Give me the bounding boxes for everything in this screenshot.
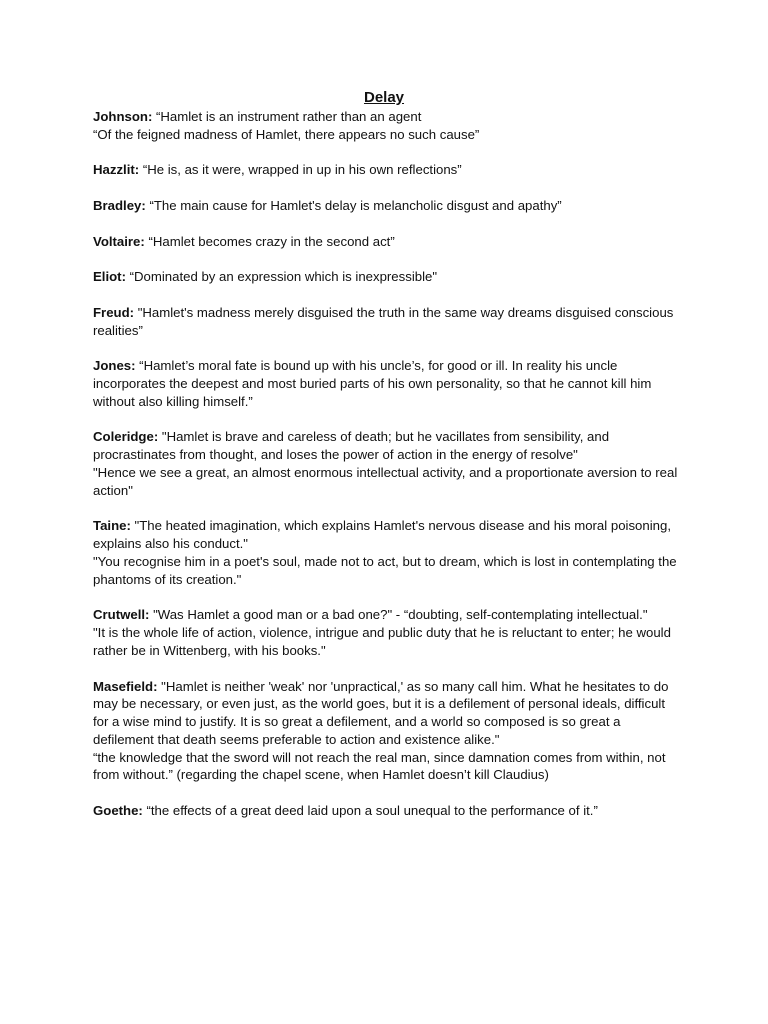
quote-paragraph [93,802,683,820]
critic-name: Masefield: [93,678,158,694]
page-title [0,88,768,108]
quote-text: “Of the feigned madness of Hamlet, there appears no such cause” [93,126,480,142]
quote-paragraph [93,233,683,251]
quote-paragraph [93,606,683,624]
quote-paragraph [93,678,683,749]
quote-entry-taine [93,517,683,588]
quotes-list [93,108,683,838]
quote-text: “Hamlet is an instrument rather than an agent [152,109,422,124]
quote-text: "Was Hamlet a good man or a bad one?" - “doubting, self-contemplating intellectual." [149,607,648,623]
quote-paragraph [93,357,683,410]
quote-text: “the effects of a great deed laid upon a soul unequal to the performance of it.” [142,803,598,819]
quote-paragraph [93,268,683,286]
quote-text: “Dominated by an expression which is inexpressible" [125,269,438,285]
critic-name: Johnson: [93,109,153,124]
quote-text: “the knowledge that the sword will not reach the real man, since damnation comes from within, not from without.” (regarding the chapel scene, when Hamlet doesn’t kill Claudius) [93,749,666,783]
quote-paragraph [93,624,683,660]
critic-name: Eliot: [93,269,126,285]
quote-paragraph [93,197,683,215]
quote-text: "It is the whole life of action, violence, intrigue and public duty that he is reluctant to enter; he would rather be in Wittenberg, with his books." [93,625,671,658]
quote-paragraph [93,553,683,589]
quote-text: “The main cause for Hamlet's delay is melancholic disgust and apathy” [145,197,562,213]
quote-paragraph [93,108,683,126]
quote-paragraph [93,126,683,144]
quote-entry-coleridge [93,428,683,499]
critic-name: Hazzlit: [93,162,140,178]
quote-entry-eliot [93,268,683,286]
quote-text: "The heated imagination, which explains Hamlet's nervous disease and his moral poisoning, explains also his conduct." [93,518,671,552]
critic-name: Voltaire: [93,233,145,249]
quote-entry-bradley [93,197,683,215]
quote-text: “Hamlet becomes crazy in the second act” [144,233,395,249]
quote-text: "Hamlet is brave and careless of death; but he vacillates from sensibility, and procrastinates from thought, and loses the power of action in the energy of resolve" [93,429,610,463]
quote-text: "Hamlet's madness merely disguised the truth in the same way dreams disguised conscious realities” [93,304,674,338]
quote-paragraph [93,464,683,500]
critic-name: Freud: [93,304,135,320]
critic-name: Taine: [93,518,131,534]
quote-text: "Hence we see a great, an almost enormous intellectual activity, and a proportionate aversion to real action" [93,464,678,498]
critic-name: Jones: [93,358,136,374]
critic-name: Goethe: [93,803,143,819]
quote-entry-johnson [93,108,683,144]
quote-entry-voltaire [93,233,683,251]
quote-text: "You recognise him in a poet's soul, made not to act, but to dream, which is lost in contemplating the phantoms of its creation." [93,553,677,587]
quote-text: "Hamlet is neither 'weak' nor 'unpractical,' as so many call him. What he hesitates to do may be necessary, or even just, as the world goes, but it is a defilement of personal ideals, difficult for a wise mind to justify. It is so great a defilement, and a world so composed is so great a defilement that death seems preferable to action and existence alike." [93,678,669,747]
quote-entry-freud [93,304,683,340]
quote-paragraph [93,749,683,785]
critic-name: Bradley: [93,197,146,213]
quote-entry-hazzlit [93,161,683,179]
page-title-text: Delay [363,89,405,106]
critic-name: Coleridge: [93,429,159,445]
quote-entry-crutwell [93,606,683,659]
quote-paragraph [93,428,683,464]
quote-entry-masefield [93,678,683,785]
quote-entry-goethe [93,802,683,820]
quote-paragraph [93,517,683,553]
quote-entry-jones [93,357,683,410]
quote-paragraph [93,161,683,179]
quote-text: “He is, as it were, wrapped in up in his own reflections” [139,162,462,178]
quote-paragraph [93,304,683,340]
quote-text: “Hamlet’s moral fate is bound up with his uncle’s, for good or ill. In reality his uncle incorporates the deepest and most buried parts of his own personality, so that he cannot kill him without also killing himself.” [93,358,652,409]
critic-name: Crutwell: [93,607,150,623]
